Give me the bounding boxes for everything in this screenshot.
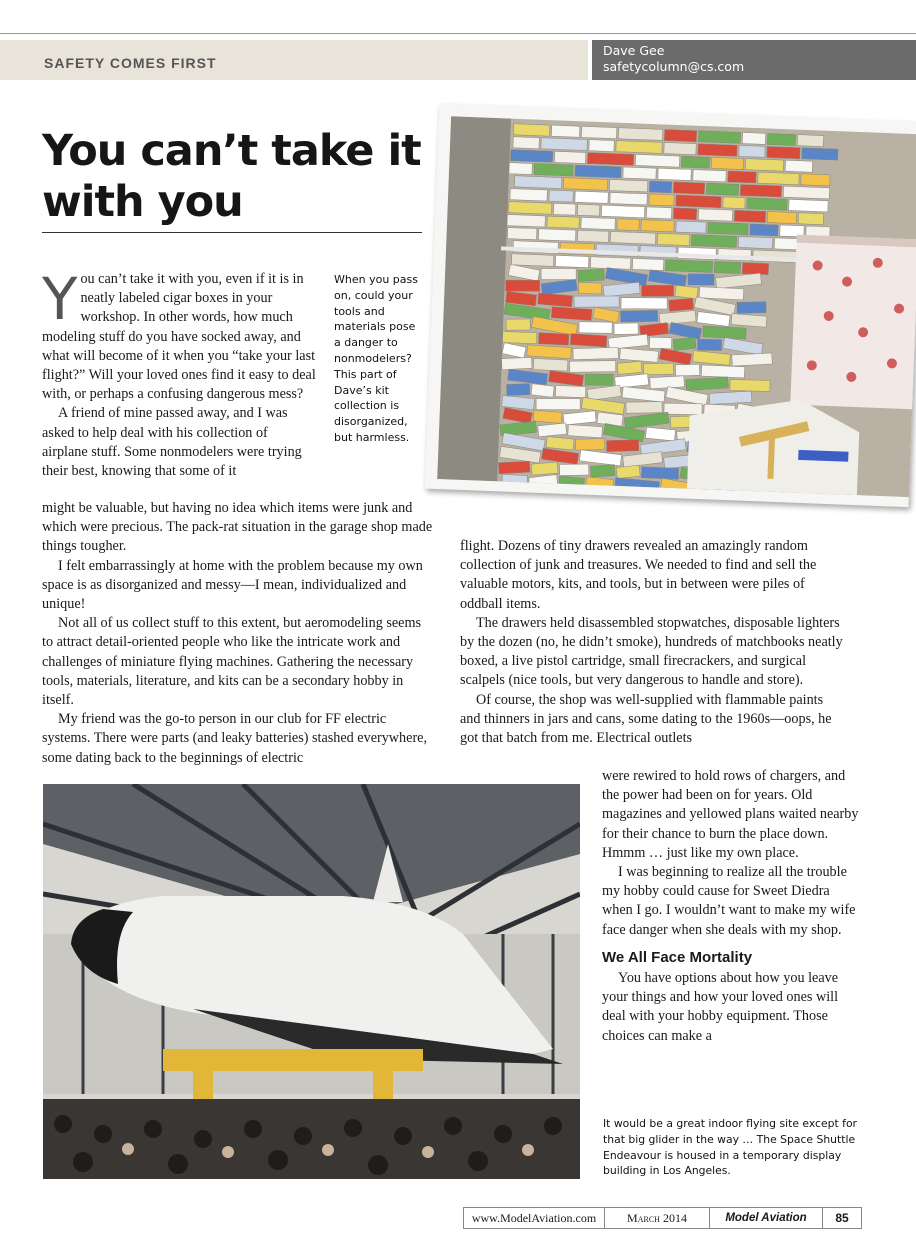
- paragraph-2-end: might be valuable, but having no idea which items were junk and which were precious. The pack-rat situation in the garage shop made things tougher.: [42, 500, 433, 555]
- article-title: You can’t take it with you: [42, 126, 421, 227]
- title-rule: [42, 232, 422, 233]
- paragraph-3: I felt embarrassingly at home with the problem because my own space is as disorganized and messy—I mean, individualized and unique!: [42, 557, 423, 613]
- paragraph-6: flight. Dozens of tiny drawers revealed an amazingly random collection of junk and treasures. We needed to find and sell the valuable motors, kits, and tools, but in between were piles of oddball items.: [460, 538, 817, 612]
- paragraph-7: The drawers held disassembled stopwatches, disposable lighters by the dozen (no, he didn’t smoke), hundreds of matchbooks neatly boxed, a live pistol cartridge, small firecrackers, and surgical scalpels (nice tools, but very dangerous to handle and store).: [460, 614, 843, 689]
- section-title: SAFETY COMES FIRST: [44, 55, 217, 71]
- column1-lower: [42, 499, 434, 768]
- paragraph-1: You can’t take it with you, even if it is in neatly labeled cigar boxes in your workshop. In other words, how much modeling stuff do you have socked away, and what will become of it when you “take your last flight?” Will your loved ones find it easy to deal with, or perhaps a confusing dangerous mess?: [42, 265, 316, 403]
- footer-date: March 2014: [604, 1207, 710, 1229]
- paragraph-10: You have options about how you leave your things and how your loved ones will deal with your hobby equipment. Those choices can make a: [602, 970, 839, 1044]
- paragraph-5: My friend was the go-to person in our club for FF electric systems. There were parts (and leaky batteries) stashed everywhere, some dating back to the beginnings of electric: [42, 711, 428, 766]
- footer-url[interactable]: www.ModelAviation.com: [463, 1207, 605, 1229]
- author-email[interactable]: safetycolumn@cs.com: [603, 59, 745, 74]
- section-header-bar: [0, 40, 588, 80]
- top-rule: [0, 33, 916, 34]
- page-number: 85: [822, 1207, 862, 1229]
- paragraph-4: Not all of us collect stuff to this extent, but aeromodeling seems to attract detail-oriented people who like the intricate work and challenges of miniature flying machines. Gathering the necessary tools, materials, literature, and kits can be a secondary hobby in itself.: [42, 615, 422, 709]
- paragraph-8-start: Of course, the shop was well-supplied with flammable paints and thinners in jars and cans, some dating to the 1960s—oops, he got that batch from me. Electrical outlets: [460, 691, 832, 747]
- column2-upper: [460, 537, 844, 748]
- author-name: Dave Gee: [603, 43, 665, 58]
- photo-caption: It would be a great indoor flying site except for that big glider in the way … The Space Shuttle Endeavour is housed in a temporary display building in Los Angeles.: [603, 1117, 857, 1178]
- paragraph-2-start: A friend of mine passed away, and I was asked to help deal with his collection of airplane stuff. Some nonmodelers were trying their best, knowing that some of it: [42, 405, 302, 480]
- sidebar-caption: When you pass on, could your tools and materials pose a danger to nonmodelers? This part of Dave’s kit collection is disorganized, but harmless.: [334, 273, 418, 444]
- column1-upper: [42, 265, 316, 481]
- subheading: We All Face Mortality: [602, 948, 753, 966]
- author-bar: [592, 40, 916, 80]
- kit-boxes-image: [437, 116, 916, 497]
- paragraph-9: I was beginning to realize all the trouble my hobby could cause for Sweet Diedra when I go. I wouldn’t want to make my wife face danger when she deals with my shop.: [602, 864, 856, 938]
- photo-kit-collection-frame: [425, 104, 916, 507]
- column2-lower: [602, 767, 860, 1046]
- space-shuttle-image: [43, 784, 580, 1179]
- photo-space-shuttle: [43, 784, 580, 1179]
- photo-kit-collection: [437, 116, 916, 497]
- paragraph-8-end: were rewired to hold rows of chargers, and the power had been on for years. Old magazines and yellowed plans waited nearby for their chance to burn the place down. Hmmm … just like my own place.: [602, 768, 859, 861]
- drop-cap: Y: [42, 265, 78, 333]
- footer-magazine: Model Aviation: [709, 1207, 823, 1229]
